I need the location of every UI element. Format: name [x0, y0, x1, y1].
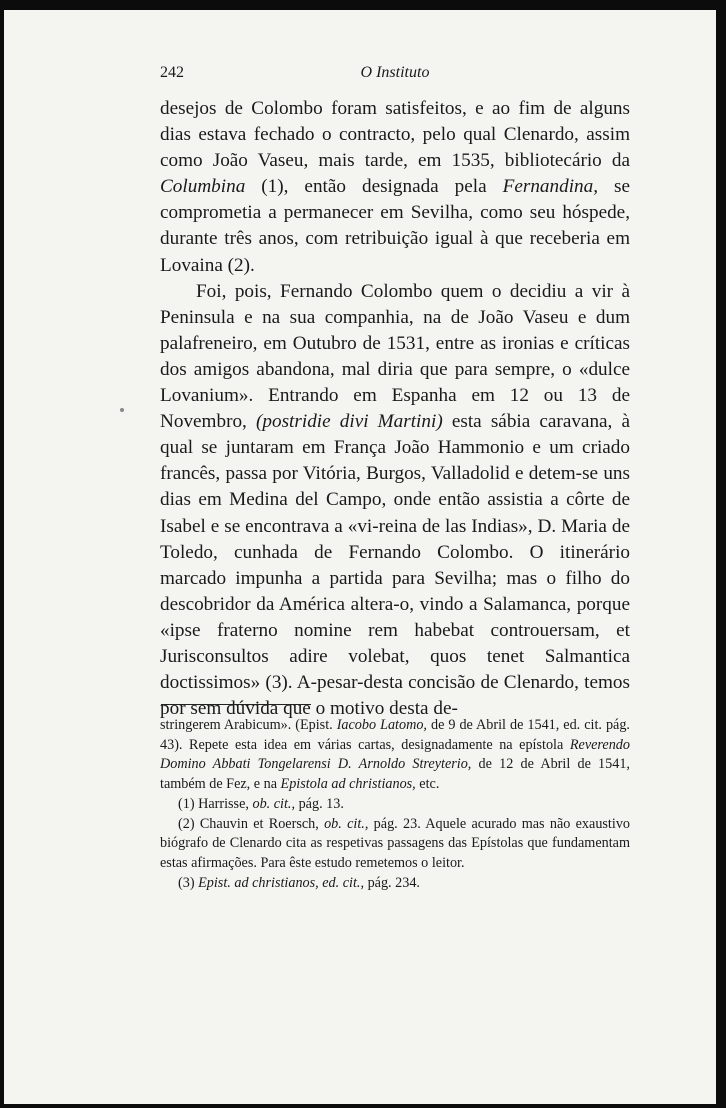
paragraph-1: desejos de Colombo foram satisfeitos, e ao fim de alguns dias estava fechado o contracto, pelo qual Clenardo, assim como João Vaseu, mais tarde, em 1535, bibliotecário da Columbina (1), então designada pela Fernandina, se comprometia a permanecer em Sevilha, como seu hóspede, durante três anos, com retribuição igual à que receberia em Lovaina (2). [160, 98, 630, 276]
footnote-continuation: stringerem Arabicum». (Epist. Iacobo Latomo, de 9 de Abril de 1541, ed. cit. pág. 43). Repete esta idea em várias cartas, designadamente na epístola Reverendo Domino Abbati Tongelarensi D. Arnoldo Streyterio, de 12 de Abril de 1541, também de Fez, e na Epistola ad christianos, etc. [160, 717, 630, 793]
paragraph-2: Foi, pois, Fernando Colombo quem o decidiu a vir à Peninsula e na sua companhia, na de João Vaseu e dum palafreneiro, em Outubro de 1531, entre as ironias e críticas dos amigos abandona, mal diria que para sempre, o «dulce Lovanium». Entrando em Espanha em 12 ou 13 de Novembro, (postridie divi Martini) esta sábia caravana, à qual se juntaram em França João Hammonio e um criado francês, passa por Vitória, Burgos, Valladolid e detem-se uns dias em Medina del Campo, onde então assistia a côrte de Isabel e se encontrava a «vi-reina de las Indias», D. Maria de Toledo, cunhada de Fernando Colombo. O itinerário marcado impunha a partida para Sevilha; mas o filho do descobridor da América altera-o, vindo a Salamanca, porque «ipse fraterno nomine rem habebat controuersam, et Jurisconsultos adire volebat, quos tenet Salmantica doctissimos» (3). A-pesar-desta concisão de Clenardo, temos por sem dúvida que o motivo desta de- [160, 280, 631, 720]
print-speck [120, 408, 124, 412]
book-page [4, 10, 716, 1104]
footnote-1: (1) Harrisse, ob. cit., pág. 13. [178, 795, 344, 812]
footnote-2: (2) Chauvin et Roersch, ob. cit., pág. 23. Aquele acurado mas não exaustivo biógrafo de Clenardo cita as respetivas passagens das Epístolas que fundamentam estas afirmações. Para êste estudo remetemos o leitor. [160, 815, 631, 871]
page-header [160, 64, 630, 88]
footnote-divider [161, 704, 311, 705]
running-title: O Instituto [360, 64, 430, 81]
main-text [160, 96, 630, 722]
footnote-3: (3) Epist. ad christianos, ed. cit., pág. 234. [178, 874, 420, 891]
footnotes [160, 716, 630, 893]
page-number: 242 [160, 64, 184, 81]
